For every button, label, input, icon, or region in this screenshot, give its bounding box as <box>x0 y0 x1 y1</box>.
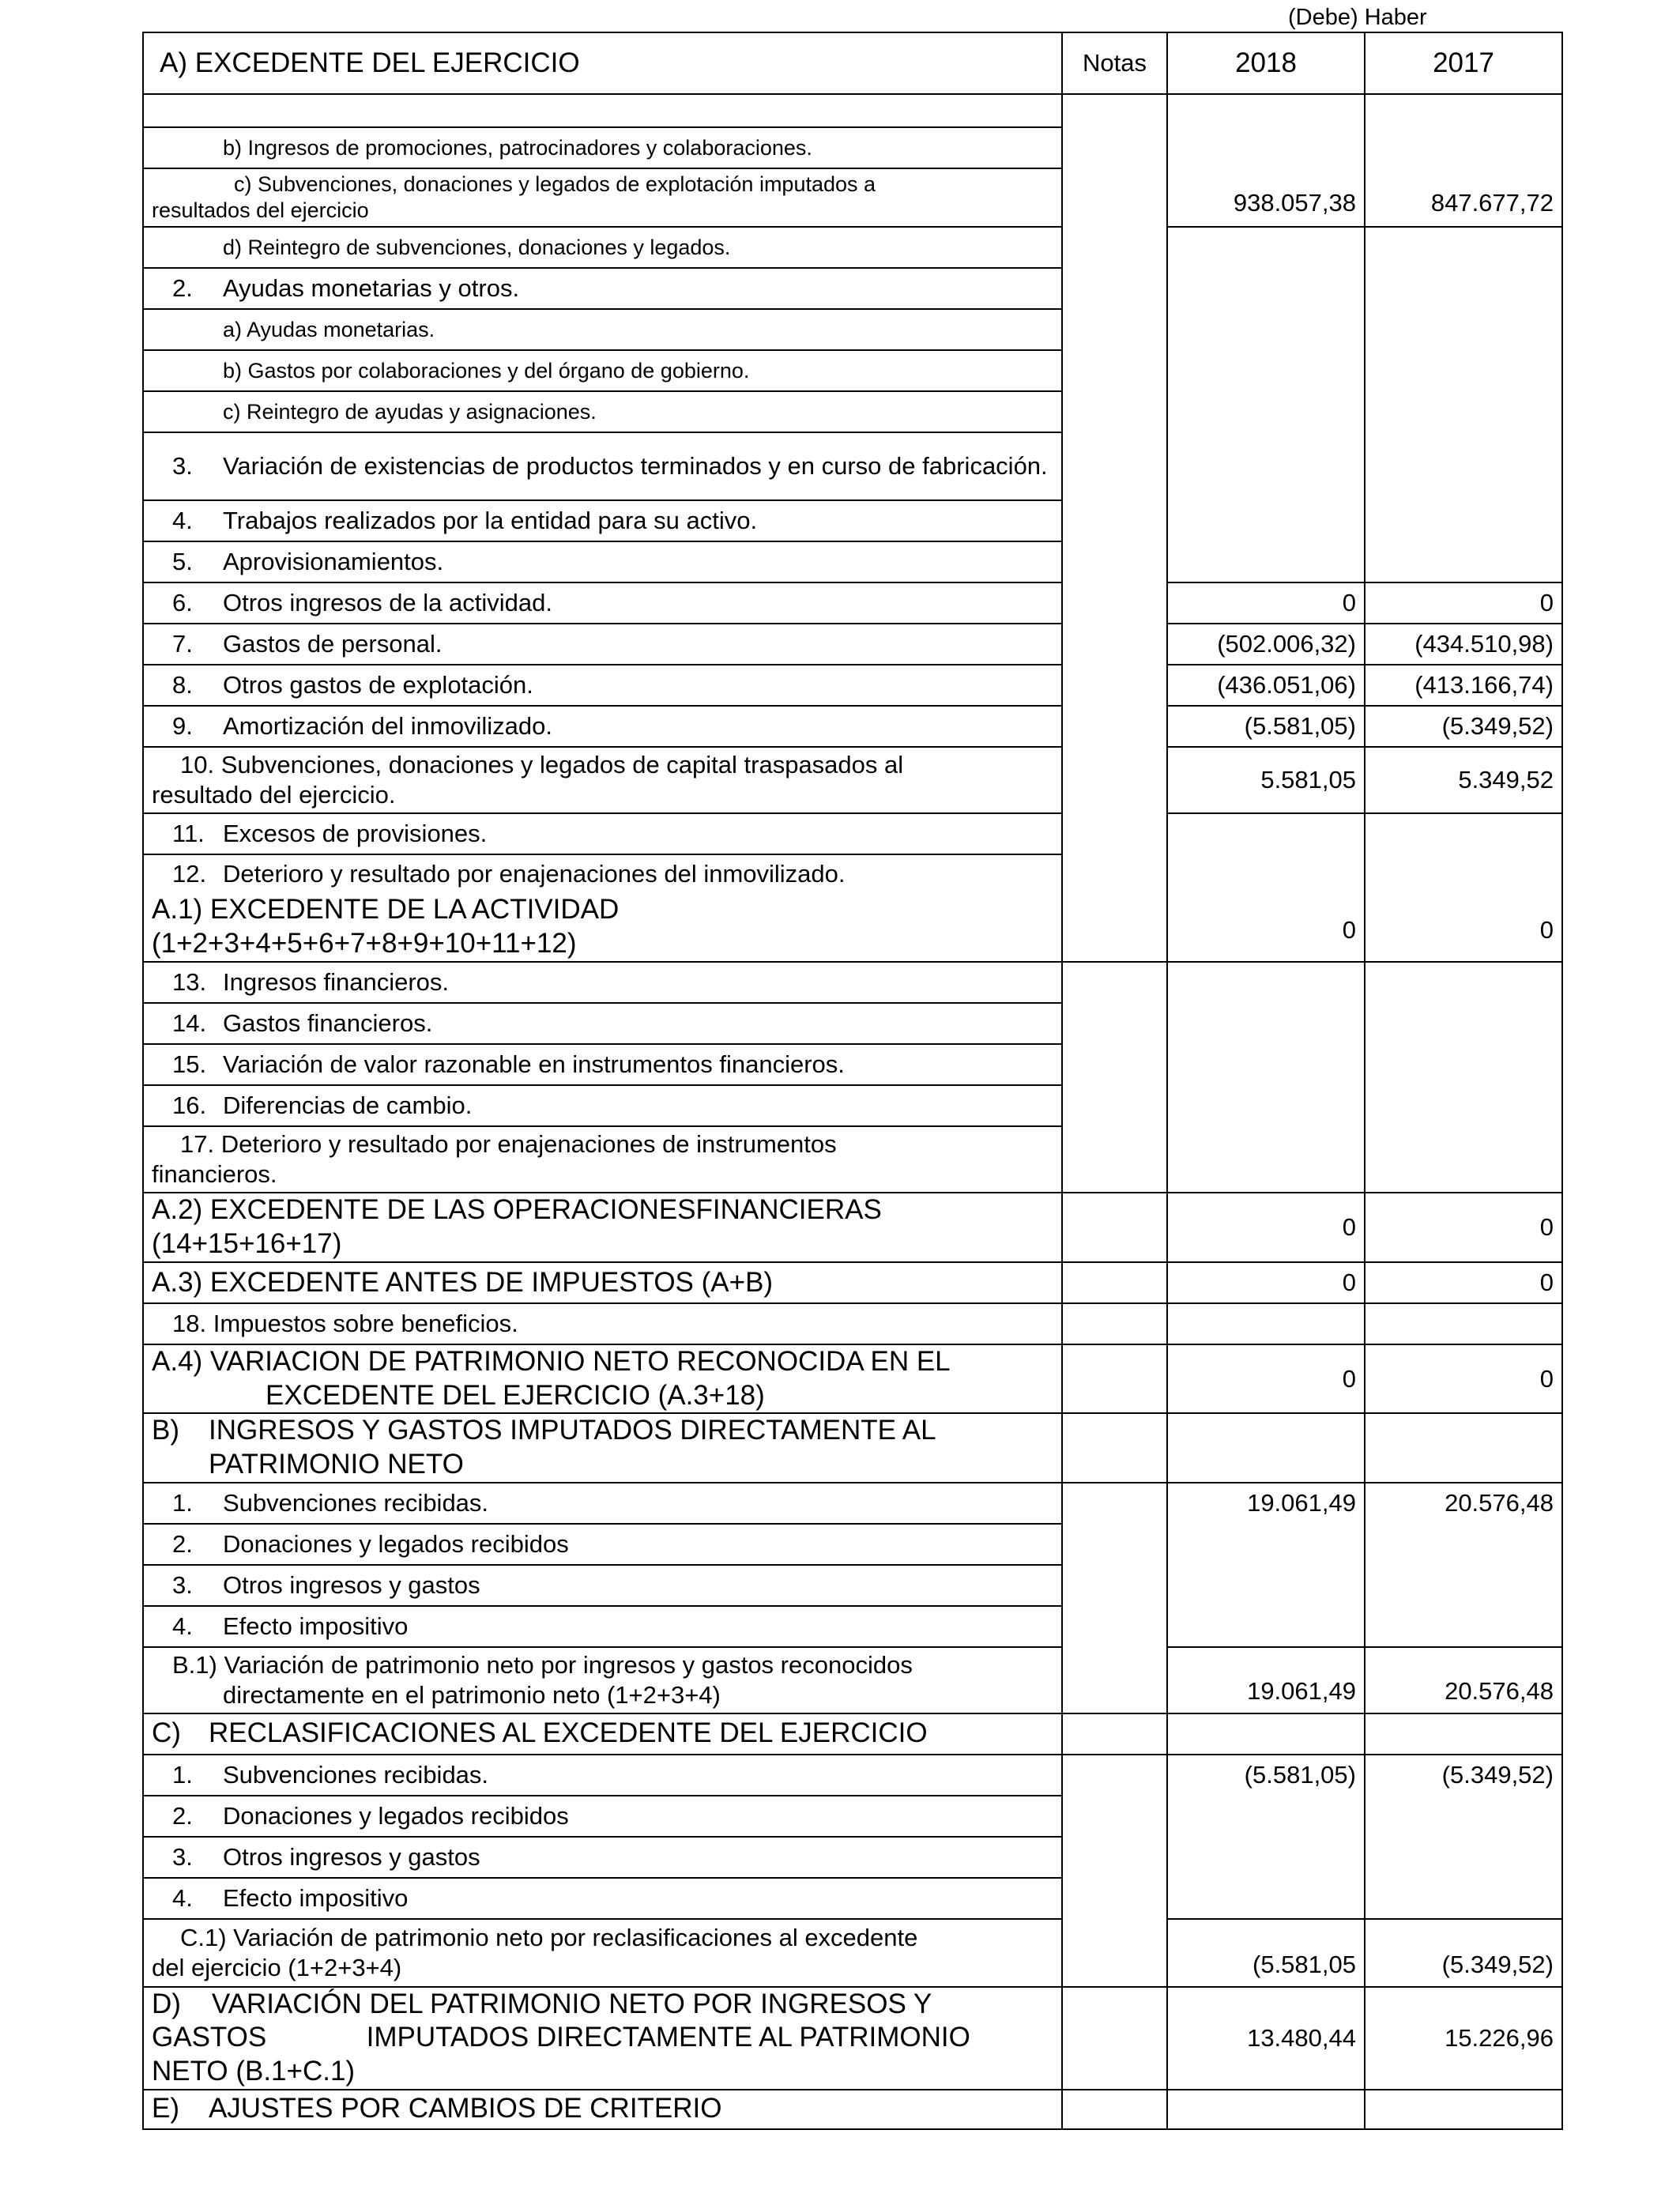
value-2017: (434.510,98) <box>1365 624 1562 665</box>
value-2018: (436.051,06) <box>1167 665 1365 706</box>
subtotal-label: A.4) VARIACION DE PATRIMONIO NETO RECONOCIDA EN EL <box>152 1346 951 1377</box>
row-label: Donaciones y legados recibidos <box>223 1801 569 1830</box>
row-number: 4. <box>172 1612 193 1640</box>
row-label: Excesos de provisiones. <box>223 820 488 848</box>
table-row <box>143 747 1562 813</box>
section-row <box>143 1713 1562 1755</box>
value-2018: 5.581,05 <box>1167 747 1365 813</box>
notas-cell <box>1062 1193 1167 1262</box>
table-row <box>143 624 1562 665</box>
row-label: b) Ingresos de promociones, patrocinadores y colaboraciones. <box>143 127 1062 168</box>
row-label: Gastos financieros. <box>223 1009 433 1038</box>
row-number: 11. <box>172 820 205 848</box>
row-label: d) Reintegro de subvenciones, donaciones y legados. <box>143 227 1062 268</box>
row-label: Gastos de personal. <box>223 630 443 658</box>
value-2018 <box>1167 962 1365 1193</box>
total-label-cont: GASTOS IMPUTADOS DIRECTAMENTE AL PATRIMONIO <box>152 2022 970 2053</box>
total-label: D) VARIACIÓN DEL PATRIMONIO NETO POR INGRESOS Y <box>152 1988 932 2019</box>
value-2017: 15.226,96 <box>1365 1987 1562 2090</box>
row-label: Efecto impositivo <box>223 1883 409 1912</box>
value-2018: (5.581,05) <box>1167 706 1365 747</box>
row-label: Subvenciones recibidas. <box>223 1488 489 1517</box>
notas-cell <box>1062 1755 1167 1987</box>
row-number: 8. <box>172 671 193 699</box>
row-number: 17. <box>180 1130 215 1159</box>
notas-cell <box>1062 2090 1167 2129</box>
table-row <box>143 813 1562 854</box>
row-label: Subvenciones recibidas. <box>223 1760 489 1789</box>
value-2018: 0 <box>1167 1262 1365 1303</box>
value-2018: 13.480,44 <box>1167 1987 1365 2090</box>
row-label-cont: resultado del ejercicio. <box>152 781 396 809</box>
row-number: 12. <box>172 859 207 888</box>
subtotal-row <box>143 1193 1562 1262</box>
value-2017: 20.576,48 <box>1365 1483 1562 1647</box>
total-row <box>143 1987 1562 2090</box>
value-2018: (5.581,05) <box>1167 1755 1365 1919</box>
value-2018 <box>1167 1713 1365 1755</box>
value-2017: (413.166,74) <box>1365 665 1562 706</box>
value-2018 <box>1167 1303 1365 1344</box>
row-number: 6. <box>172 589 193 617</box>
table-row <box>143 1483 1562 1524</box>
subtotal-formula: (14+15+16+17) <box>152 1228 342 1259</box>
table-row <box>143 1755 1562 1796</box>
row-label: Otros ingresos de la actividad. <box>223 589 552 617</box>
section-row <box>143 2090 1562 2129</box>
year-2017-header: 2017 <box>1365 32 1562 94</box>
row-number: 9. <box>172 712 193 741</box>
income-statement-table <box>142 32 1563 2130</box>
value-2018: 0 <box>1167 582 1365 624</box>
value-2017: 0 <box>1365 1344 1562 1413</box>
value-2017: (5.349,52) <box>1365 706 1562 747</box>
total-label-cont: NETO (B.1+C.1) <box>152 2056 356 2087</box>
row-label: Subvenciones, donaciones y legados de capital traspasados al <box>220 751 904 779</box>
table-row <box>143 706 1562 747</box>
subtotal-label: A.1) EXCEDENTE DE LA ACTIVIDAD <box>152 893 620 925</box>
table-row <box>143 582 1562 624</box>
row-label: Variación de existencias de productos terminados y en curso de fabricación. <box>223 452 1048 481</box>
row-number: 16. <box>172 1091 207 1120</box>
row-number: 3. <box>172 452 193 481</box>
row-number: 15. <box>172 1050 207 1079</box>
row-label: Deterioro y resultado por enajenaciones de instrumentos <box>220 1130 837 1159</box>
value-2017 <box>1365 227 1562 582</box>
notas-cell <box>1062 1262 1167 1303</box>
value-2017: 0 <box>1365 1193 1562 1262</box>
value-2018: 19.061,49 <box>1167 1647 1365 1713</box>
section-title: INGRESOS Y GASTOS IMPUTADOS DIRECTAMENTE AL PATRIMONIO NETO <box>209 1415 936 1480</box>
table-row <box>143 227 1562 268</box>
row-label: c) Subvenciones, donaciones y legados de explotación imputados a <box>234 172 876 197</box>
row-label: b) Gastos por colaboraciones y del órgano de gobierno. <box>143 350 1062 391</box>
value-2017 <box>1365 1413 1562 1482</box>
notas-cell <box>1062 1713 1167 1755</box>
subtotal-label: B.1) Variación de patrimonio neto por ingresos y gastos reconocidos <box>172 1650 913 1679</box>
row-label: Trabajos realizados por la entidad para su activo. <box>223 507 758 535</box>
subtotal-row <box>143 1344 1562 1413</box>
row-number: 1. <box>172 1488 193 1517</box>
notas-cell <box>1062 1344 1167 1413</box>
row-number: 3. <box>172 1570 193 1599</box>
year-2018-header: 2018 <box>1167 32 1365 94</box>
value-2018: 0 <box>1167 813 1365 962</box>
section-title: RECLASIFICACIONES AL EXCEDENTE DEL EJERCICIO <box>209 1717 928 1749</box>
value-2017 <box>1365 1713 1562 1755</box>
section-letter: C) <box>152 1717 181 1749</box>
value-2017 <box>1365 962 1562 1193</box>
notas-cell <box>1062 94 1167 962</box>
value-2017 <box>1365 1303 1562 1344</box>
value-2018: (502.006,32) <box>1167 624 1365 665</box>
section-row <box>143 1413 1562 1482</box>
value-2018: 0 <box>1167 1193 1365 1262</box>
header-row <box>143 32 1562 94</box>
value-2018: 0 <box>1167 1344 1365 1413</box>
table-row <box>143 94 1562 127</box>
row-number: 14. <box>172 1009 207 1038</box>
value-2017: 0 <box>1365 813 1562 962</box>
blank-cell <box>143 94 1062 127</box>
section-a-title: A) EXCEDENTE DEL EJERCICIO <box>143 32 1062 94</box>
row-number: 1. <box>172 1760 193 1789</box>
row-label-cont: financieros. <box>152 1160 277 1188</box>
subtotal-formula: EXCEDENTE DEL EJERCICIO (A.3+18) <box>266 1379 765 1411</box>
row-label: Variación de valor razonable en instrumentos financieros. <box>223 1050 845 1079</box>
row-number: 3. <box>172 1842 193 1871</box>
row-label: Otros gastos de explotación. <box>223 671 533 699</box>
value-2017: 20.576,48 <box>1365 1647 1562 1713</box>
table-row <box>143 962 1562 1003</box>
row-label: Amortización del inmovilizado. <box>223 712 552 741</box>
table-row <box>143 665 1562 706</box>
subtotal-row <box>143 1919 1562 1987</box>
row-label: Ingresos financieros. <box>223 968 450 997</box>
row-label: Otros ingresos y gastos <box>223 1570 480 1599</box>
notas-cell <box>1062 962 1167 1193</box>
debe-haber-label: (Debe) Haber <box>1288 5 1427 30</box>
section-letter: B) <box>152 1415 179 1446</box>
value-2017: (5.349,52) <box>1365 1755 1562 1919</box>
value-2018: 19.061,49 <box>1167 1483 1365 1647</box>
notas-cell <box>1062 1413 1167 1482</box>
row-number: 4. <box>172 1883 193 1912</box>
row-label: Otros ingresos y gastos <box>223 1842 480 1871</box>
row-number: 2. <box>172 1801 193 1830</box>
row-label: Efecto impositivo <box>223 1612 409 1640</box>
section-title: E) AJUSTES POR CAMBIOS DE CRITERIO <box>143 2090 1062 2129</box>
value-2017 <box>1365 2090 1562 2129</box>
value-2018 <box>1167 2090 1365 2129</box>
value-2018: 938.057,38 <box>1167 94 1365 227</box>
value-2017: 5.349,52 <box>1365 747 1562 813</box>
row-number: 2. <box>172 1529 193 1558</box>
value-2017: 0 <box>1365 582 1562 624</box>
value-2017: 0 <box>1365 1262 1562 1303</box>
row-label: c) Reintegro de ayudas y asignaciones. <box>143 391 1062 432</box>
notas-cell <box>1062 1483 1167 1713</box>
row-number: 13. <box>172 968 207 997</box>
value-2018: (5.581,05 <box>1167 1919 1365 1987</box>
row-label: Diferencias de cambio. <box>223 1091 473 1120</box>
row-number: 10. <box>180 751 215 779</box>
subtotal-label-cont: directamente en el patrimonio neto (1+2+3+4) <box>223 1680 721 1709</box>
notas-cell <box>1062 1987 1167 2090</box>
value-2017: (5.349,52) <box>1365 1919 1562 1987</box>
subtotal-formula: (1+2+3+4+5+6+7+8+9+10+11+12) <box>152 927 577 959</box>
subtotal-row <box>143 1262 1562 1303</box>
notas-cell <box>1062 1303 1167 1344</box>
row-label: a) Ayudas monetarias. <box>143 309 1062 350</box>
row-label: Aprovisionamientos. <box>223 548 444 576</box>
notas-header: Notas <box>1062 32 1167 94</box>
value-2018 <box>1167 227 1365 582</box>
row-label: Deterioro y resultado por enajenaciones del inmovilizado. <box>223 859 846 888</box>
row-number: 2. <box>172 274 193 303</box>
table-row <box>143 1303 1562 1344</box>
row-label: Donaciones y legados recibidos <box>223 1529 569 1558</box>
subtotal-label: A.2) EXCEDENTE DE LAS OPERACIONESFINANCIERAS <box>152 1194 882 1226</box>
subtotal-label-cont: del ejercicio (1+2+3+4) <box>152 1953 402 1981</box>
row-label: Ayudas monetarias y otros. <box>223 274 520 303</box>
row-number: 5. <box>172 548 193 576</box>
row-label: 18. Impuestos sobre beneficios. <box>143 1303 1062 1344</box>
row-label-cont: resultados del ejercicio <box>152 198 369 222</box>
value-2018 <box>1167 1413 1365 1482</box>
row-number: 7. <box>172 630 193 658</box>
subtotal-label: C.1) Variación de patrimonio neto por reclasificaciones al excedente <box>180 1923 918 1951</box>
subtotal-row <box>143 1647 1562 1713</box>
subtotal-label: A.3) EXCEDENTE ANTES DE IMPUESTOS (A+B) <box>143 1262 1062 1303</box>
row-number: 4. <box>172 507 193 535</box>
value-2017: 847.677,72 <box>1365 94 1562 227</box>
